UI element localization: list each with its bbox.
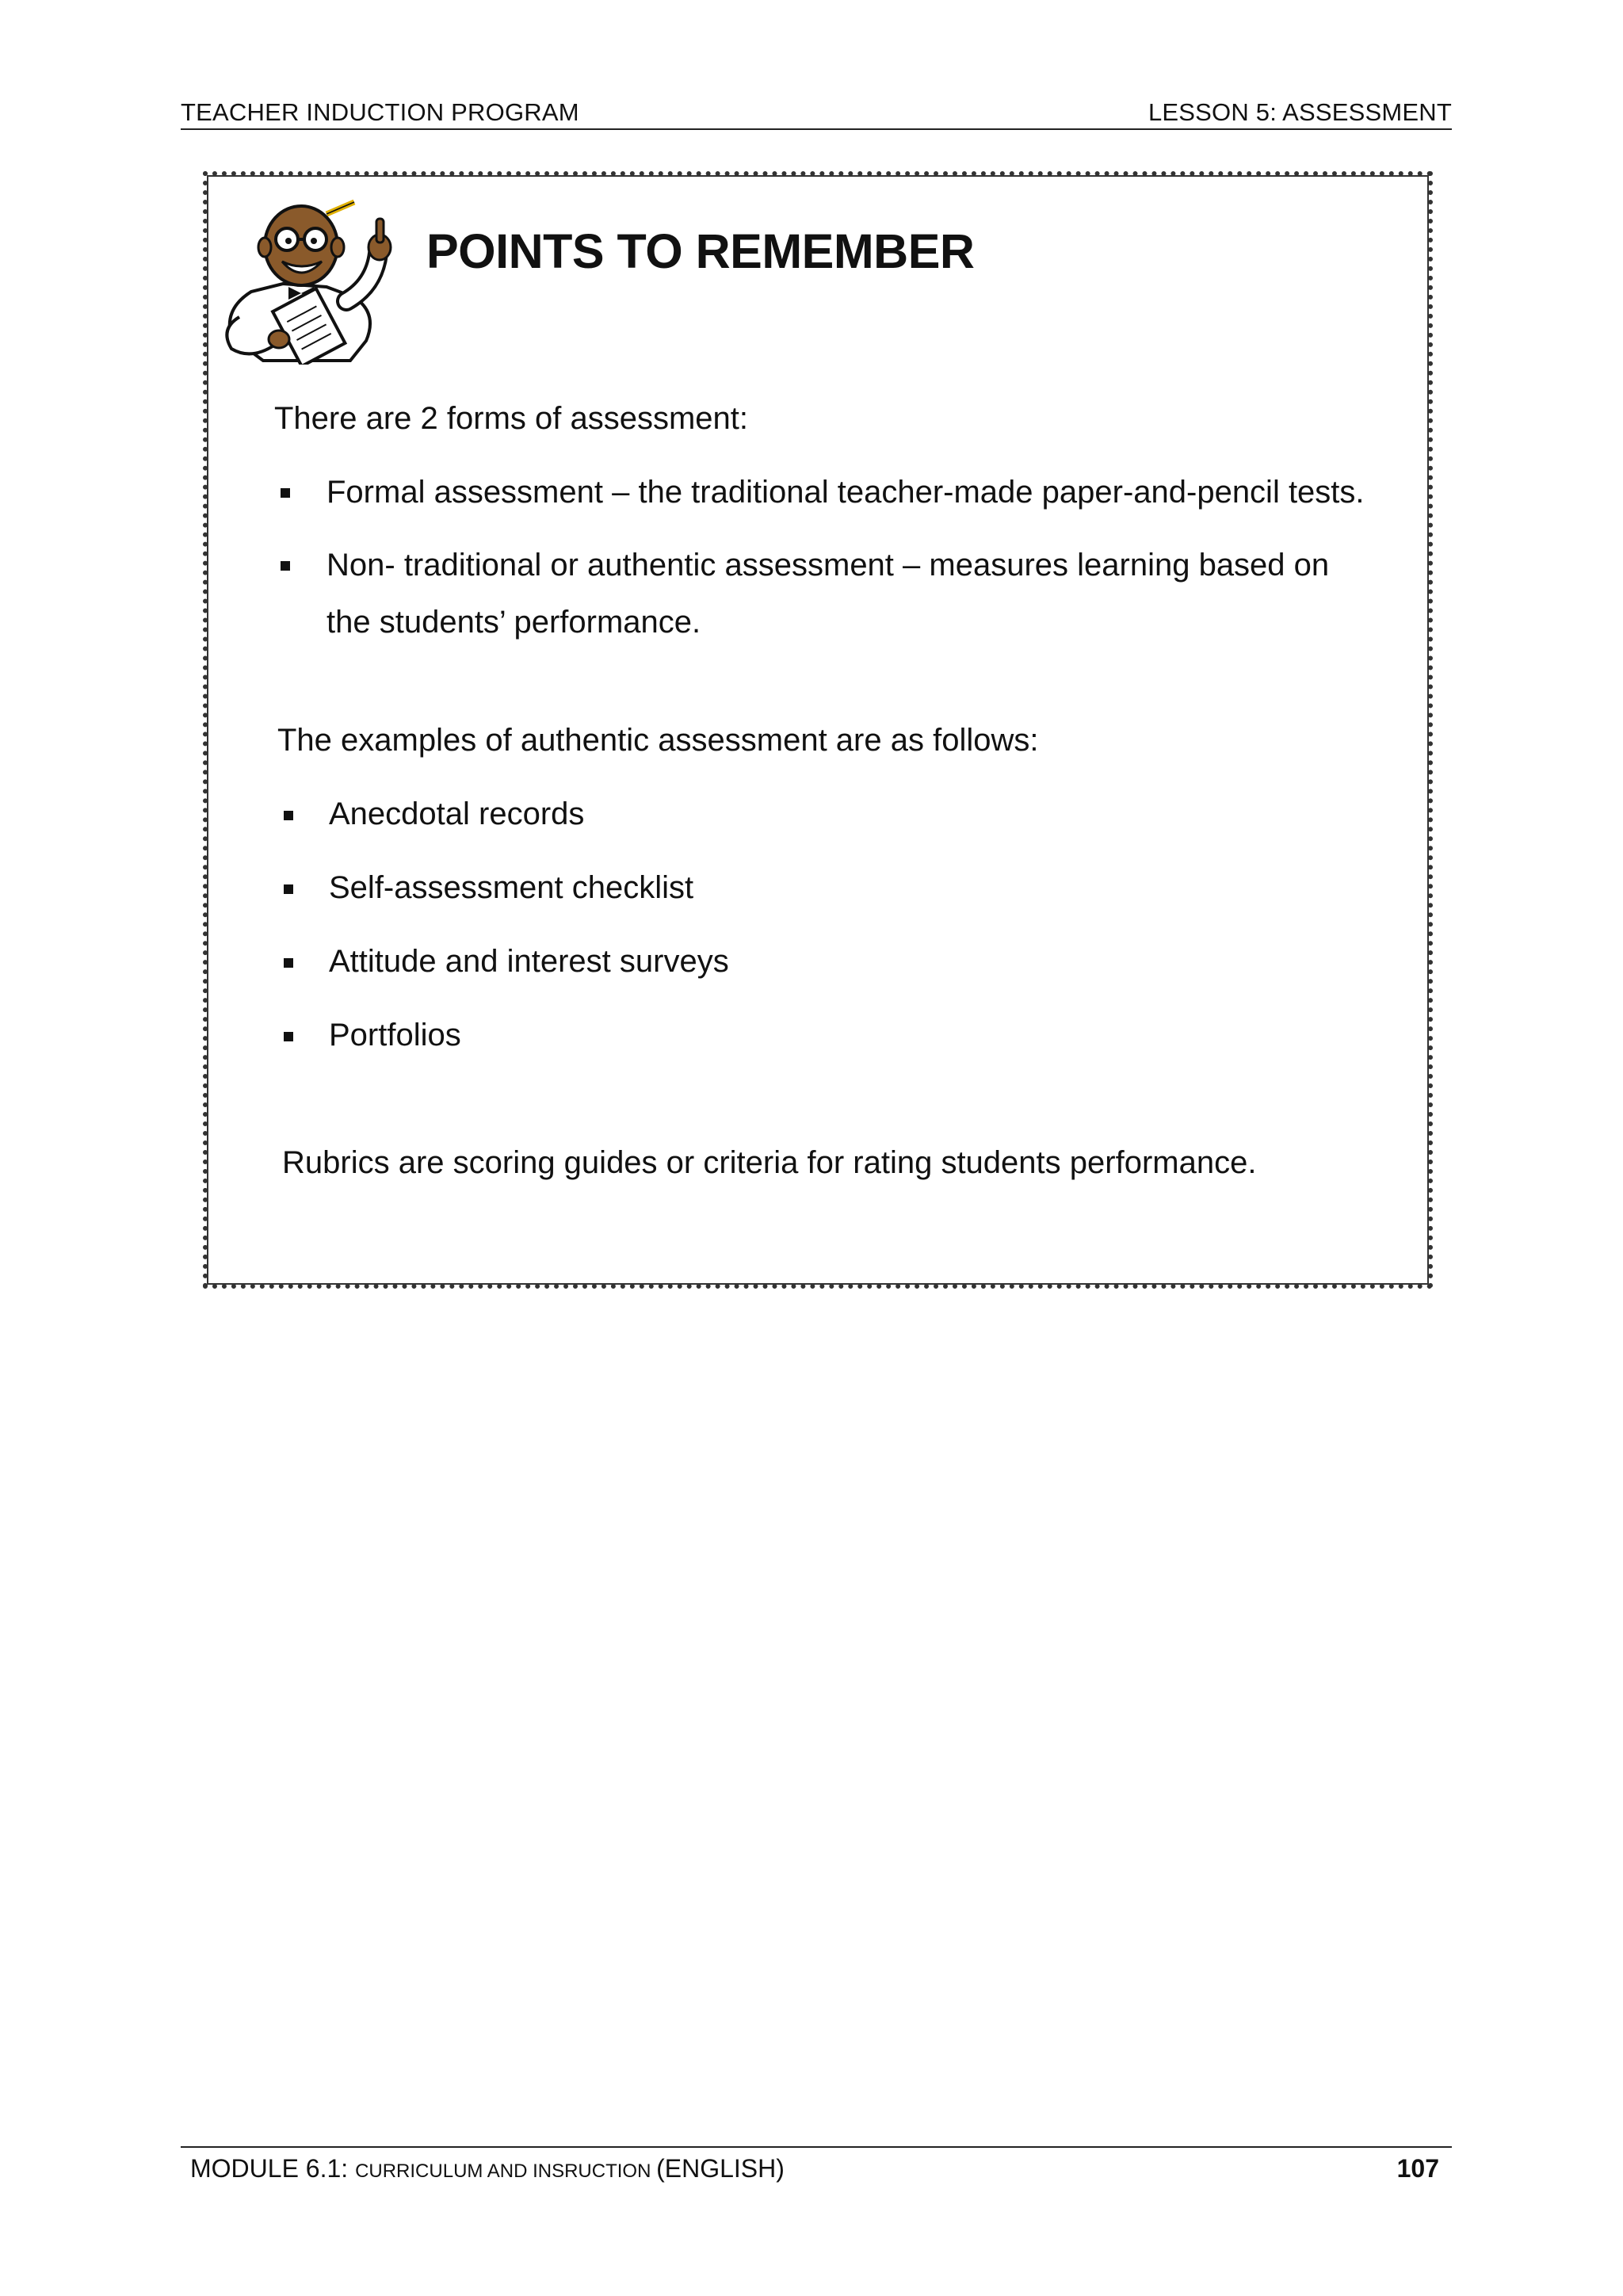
- list-item-continuation: the students’ performance.: [327, 605, 701, 640]
- rubrics-note: Rubrics are scoring guides or criteria for rating students performance.: [282, 1145, 1257, 1180]
- list-item: Attitude and interest surveys: [329, 944, 729, 979]
- list-item: Formal assessment – the traditional teacher-made paper-and-pencil tests.: [327, 475, 1365, 510]
- bullet-marker: [284, 1032, 293, 1041]
- program-title: TEACHER INDUCTION PROGRAM: [181, 98, 579, 126]
- module-language: (ENGLISH): [656, 2154, 785, 2183]
- bullet-marker: [281, 561, 290, 571]
- module-title: [190, 2154, 785, 2183]
- running-header: [181, 97, 1452, 130]
- list-item: Self-assessment checklist: [329, 870, 694, 905]
- page-footer: [181, 2146, 1452, 2183]
- list-item: Non- traditional or authentic assessment – measures learning based on: [327, 548, 1330, 583]
- list-item: Anecdotal records: [329, 797, 585, 831]
- bullet-marker: [284, 884, 293, 894]
- forms-intro: There are 2 forms of assessment:: [274, 401, 749, 436]
- bullet-marker: [284, 811, 293, 820]
- lesson-title: LESSON 5: ASSESSMENT: [1148, 98, 1452, 126]
- bullet-marker: [281, 488, 290, 498]
- list-item: Portfolios: [329, 1018, 461, 1052]
- page-number: 107: [1396, 2154, 1439, 2183]
- module-subject: CURRICULUM AND INSRUCTION: [355, 2160, 657, 2182]
- examples-intro: The examples of authentic assessment are as follows:: [277, 723, 1039, 758]
- module-prefix: MODULE 6.1:: [190, 2154, 356, 2183]
- bullet-marker: [284, 958, 293, 968]
- teacher-with-checklist-icon: [216, 198, 414, 365]
- box-title: POINTS TO REMEMBER: [426, 224, 975, 278]
